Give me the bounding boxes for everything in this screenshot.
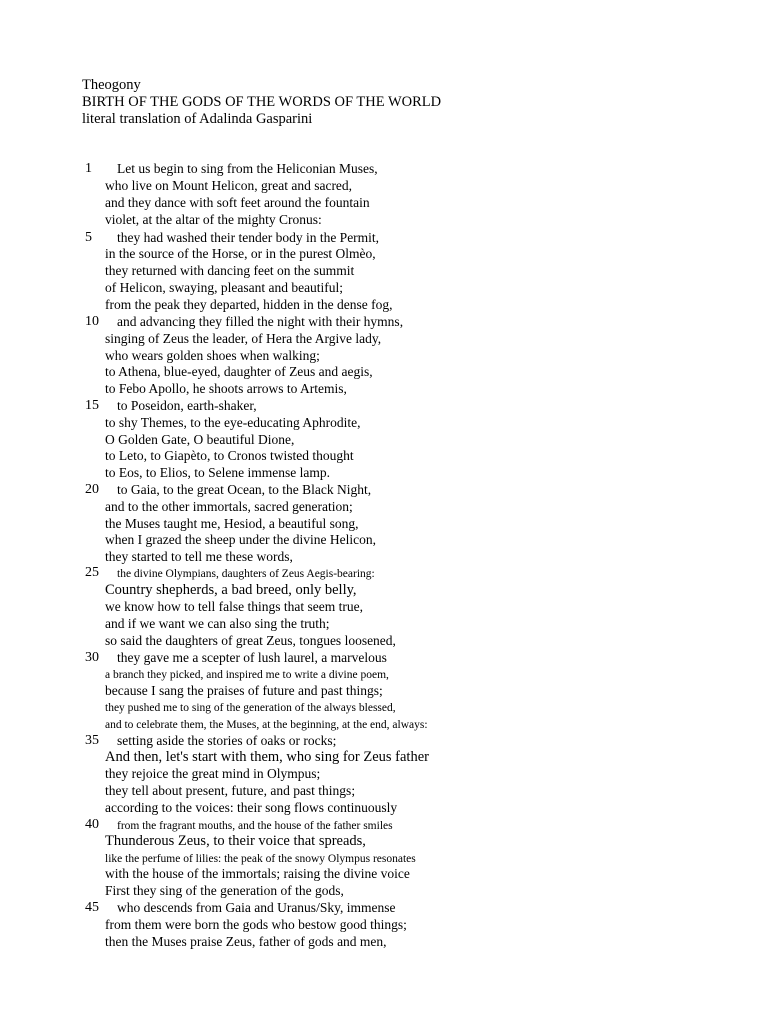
poem-line (105, 415, 360, 431)
line-text: from the peak they departed, hidden in the dense fog, (105, 297, 393, 312)
poem-line (105, 716, 428, 733)
poem-line (105, 616, 330, 632)
line-text: the Muses taught me, Hesiod, a beautiful song, (105, 516, 359, 531)
line-text: when I grazed the sheep under the divine Helicon, (105, 532, 377, 547)
line-text: they tell about present, future, and past things; (105, 783, 356, 798)
line-text: to Leto, to Giapèto, to Cronos twisted thought (105, 448, 354, 463)
line-text: who wears golden shoes when walking; (105, 348, 320, 363)
line-text: with the house of the immortals; raising the divine voice (105, 866, 410, 881)
line-text: And then, let's start with them, who sing for Zeus father (105, 749, 429, 765)
poem-line (85, 817, 393, 834)
line-text: who live on Mount Helicon, great and sacred, (105, 178, 353, 193)
line-number: 45 (85, 900, 99, 915)
poem-line (85, 230, 380, 246)
line-text: we know how to tell false things that seem true, (105, 599, 363, 614)
line-text: singing of Zeus the leader, of Hera the Argive lady, (105, 331, 382, 346)
line-text: who descends from Gaia and Uranus/Sky, immense (117, 900, 396, 915)
poem-line (85, 314, 404, 330)
line-number: 30 (85, 650, 99, 665)
line-text: like the perfume of lilies: the peak of the snowy Olympus resonates (105, 853, 416, 865)
poem-line (105, 666, 389, 683)
poem-line (105, 783, 355, 799)
line-text: to Febo Apollo, he shoots arrows to Artemis, (105, 381, 347, 396)
poem-line (105, 934, 387, 950)
line-text: from them were born the gods who bestow good things; (105, 917, 407, 932)
line-text: setting aside the stories of oaks or rocks; (117, 733, 337, 748)
translation-credit: literal translation of Adalinda Gasparini (82, 111, 313, 127)
line-number: 5 (85, 230, 92, 245)
line-text: they pushed me to sing of the generation of the always blessed, (105, 702, 396, 714)
poem-line (105, 465, 330, 481)
poem-line (105, 699, 396, 716)
poem-line (105, 599, 363, 615)
poem-line (105, 683, 383, 699)
line-text: to Poseidon, earth-shaker, (117, 398, 257, 413)
line-text: to shy Themes, to the eye-educating Aphrodite, (105, 415, 361, 430)
document-title: Theogony (82, 77, 141, 93)
poem-line (105, 516, 358, 532)
line-text: of Helicon, swaying, pleasant and beautiful; (105, 280, 344, 295)
poem-line (105, 263, 354, 279)
poem-line (105, 448, 354, 464)
poem-line (105, 766, 320, 782)
line-text: First they sing of the generation of the gods, (105, 883, 344, 898)
poem-line (105, 749, 429, 765)
line-number: 40 (85, 817, 99, 832)
poem-line (105, 582, 357, 598)
poem-line (105, 532, 376, 548)
line-text: to Athena, blue-eyed, daughter of Zeus and aegis, (105, 364, 373, 379)
line-text: and to the other immortals, sacred generation; (105, 499, 353, 514)
line-number: 1 (85, 161, 92, 176)
line-text: because I sang the praises of future and past things; (105, 683, 383, 698)
line-text: they had washed their tender body in the Permit, (117, 230, 380, 245)
poem-line (85, 650, 387, 666)
document-subtitle: BIRTH OF THE GODS OF THE WORDS OF THE WORLD (82, 94, 442, 110)
poem-line (105, 348, 320, 364)
poem-line (105, 432, 294, 448)
line-text: and they dance with soft feet around the fountain (105, 195, 370, 210)
poem-line (105, 499, 353, 515)
line-number: 35 (85, 733, 99, 748)
poem-line (105, 549, 293, 565)
poem-line (105, 212, 322, 228)
poem-line (105, 866, 410, 882)
line-text: to Eos, to Elios, to Selene immense lamp. (105, 465, 330, 480)
poem-line (105, 917, 407, 933)
poem-line (105, 883, 344, 899)
line-number: 15 (85, 398, 99, 413)
line-text: to Gaia, to the great Ocean, to the Black Night, (117, 482, 372, 497)
line-number: 25 (85, 565, 99, 580)
poem-line (105, 331, 381, 347)
line-text: Let us begin to sing from the Heliconian Muses, (117, 161, 378, 176)
poem-line (85, 733, 337, 749)
poem-line (105, 178, 352, 194)
poem-line (105, 850, 416, 867)
poem-line (105, 833, 366, 849)
line-text: in the source of the Horse, or in the purest Olmèo, (105, 246, 376, 261)
poem-line (105, 297, 393, 313)
line-text: according to the voices: their song flows continuously (105, 800, 398, 815)
line-text: they returned with dancing feet on the summit (105, 263, 355, 278)
line-number: 10 (85, 314, 99, 329)
line-text: from the fragrant mouths, and the house of the father smiles (117, 820, 393, 832)
poem-line (105, 280, 343, 296)
line-text: they gave me a scepter of lush laurel, a marvelous (117, 650, 387, 665)
poem-line (105, 246, 376, 262)
poem-line (105, 381, 347, 397)
line-text: violet, at the altar of the mighty Cronus: (105, 212, 322, 227)
line-number: 20 (85, 482, 99, 497)
line-text: they rejoice the great mind in Olympus; (105, 766, 321, 781)
line-text: then the Muses praise Zeus, father of gods and men, (105, 934, 387, 949)
line-text: O Golden Gate, O beautiful Dione, (105, 432, 295, 447)
line-text: Country shepherds, a bad breed, only belly, (105, 582, 357, 598)
line-text: Thunderous Zeus, to their voice that spreads, (105, 833, 366, 849)
poem-line (105, 800, 397, 816)
poem-line (105, 633, 396, 649)
poem-line (105, 195, 370, 211)
line-text: and to celebrate them, the Muses, at the beginning, at the end, always: (105, 719, 428, 731)
poem-line (105, 364, 373, 380)
poem-line (85, 900, 396, 916)
poem-line (85, 565, 375, 582)
line-text: and advancing they filled the night with their hymns, (117, 314, 404, 329)
line-text: the divine Olympians, daughters of Zeus Aegis-bearing: (117, 568, 375, 580)
poem-line (85, 482, 372, 498)
document-header (82, 77, 441, 128)
line-text: a branch they picked, and inspired me to write a divine poem, (105, 669, 389, 681)
line-text: they started to tell me these words, (105, 549, 293, 564)
line-text: so said the daughters of great Zeus, tongues loosened, (105, 633, 396, 648)
line-text: and if we want we can also sing the truth; (105, 616, 330, 631)
poem-line (85, 161, 378, 177)
poem-line (85, 398, 257, 414)
